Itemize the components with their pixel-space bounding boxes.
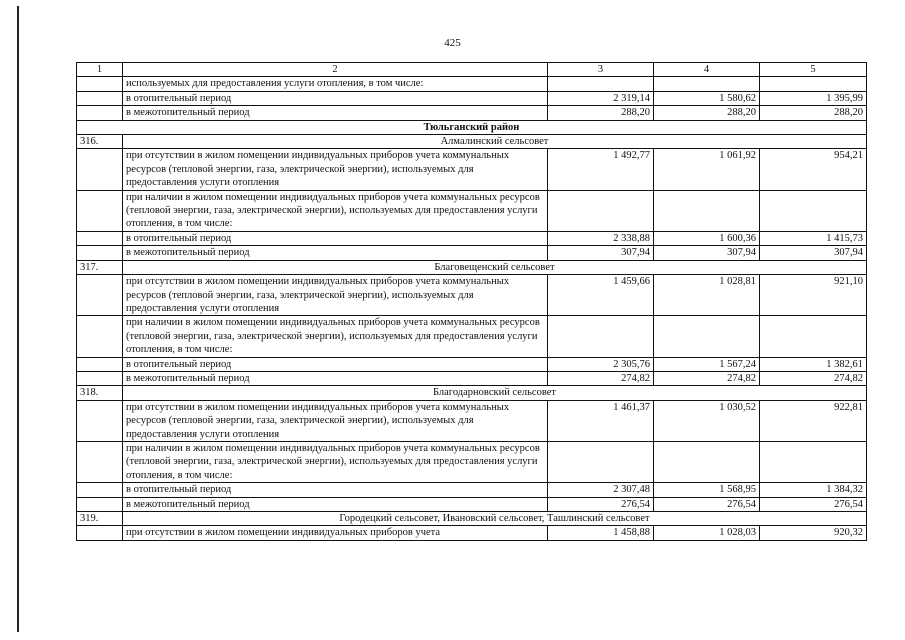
section-title: Городецкий сельсовет, Ивановский сельсовет, Ташлинский сельсовет (123, 512, 867, 526)
value-col4: 288,20 (654, 106, 760, 120)
value-row (77, 149, 867, 190)
row-number-cell (77, 400, 123, 441)
value-col3: 1 458,88 (548, 526, 654, 540)
row-description: используемых для предоставления услуги отопления, в том числе: (123, 77, 548, 91)
value-col5 (760, 190, 867, 231)
value-col3: 307,94 (548, 246, 654, 260)
value-row (77, 371, 867, 385)
text-row (77, 316, 867, 357)
value-col3: 1 459,66 (548, 275, 654, 316)
value-col4: 307,94 (654, 246, 760, 260)
row-number-cell (77, 316, 123, 357)
value-col4: 1 580,62 (654, 91, 760, 105)
value-row (77, 483, 867, 497)
text-row (77, 77, 867, 91)
value-col3: 274,82 (548, 371, 654, 385)
text-row (77, 441, 867, 482)
value-col5 (760, 441, 867, 482)
text-row (77, 190, 867, 231)
section-row (77, 512, 867, 526)
tariff-table (76, 62, 867, 541)
value-col4 (654, 441, 760, 482)
value-col4: 1 567,24 (654, 357, 760, 371)
value-col3: 2 307,48 (548, 483, 654, 497)
row-number-cell (77, 231, 123, 245)
row-description: при наличии в жилом помещении индивидуальных приборов учета коммунальных ресурсов (тепловой энергии, газа, электрической энергии), используемых для предоставления услуги отопления, в том числе: (123, 316, 548, 357)
value-col4: 1 600,36 (654, 231, 760, 245)
value-col5 (760, 316, 867, 357)
value-col4: 274,82 (654, 371, 760, 385)
row-description: при отсутствии в жилом помещении индивидуальных приборов учета коммунальных ресурсов (тепловой энергии, газа, электрической энергии), используемых для предоставления услуги отопления (123, 400, 548, 441)
value-col4: 276,54 (654, 497, 760, 511)
value-row (77, 400, 867, 441)
value-col5: 920,32 (760, 526, 867, 540)
section-number: 316. (77, 135, 123, 149)
value-col3: 276,54 (548, 497, 654, 511)
value-row (77, 275, 867, 316)
value-col5: 1 382,61 (760, 357, 867, 371)
header-cell-3: 3 (548, 63, 654, 77)
value-col3 (548, 77, 654, 91)
row-description: при наличии в жилом помещении индивидуальных приборов учета коммунальных ресурсов (тепловой энергии, газа, электрической энергии), используемых для предоставления услуги отопления, в том числе: (123, 441, 548, 482)
value-col3: 288,20 (548, 106, 654, 120)
header-cell-4: 4 (654, 63, 760, 77)
value-col3: 1 461,37 (548, 400, 654, 441)
value-col4: 1 568,95 (654, 483, 760, 497)
value-col5: 922,81 (760, 400, 867, 441)
section-row (77, 260, 867, 274)
value-col3 (548, 441, 654, 482)
section-row (77, 386, 867, 400)
header-cell-2: 2 (123, 63, 548, 77)
value-row (77, 91, 867, 105)
row-number-cell (77, 371, 123, 385)
tariff-table-body (77, 63, 867, 541)
row-number-cell (77, 246, 123, 260)
value-col4: 1 061,92 (654, 149, 760, 190)
value-col5 (760, 77, 867, 91)
row-description: в отопительный период (123, 231, 548, 245)
row-description: при отсутствии в жилом помещении индивидуальных приборов учета коммунальных ресурсов (тепловой энергии, газа, электрической энергии), используемых для предоставления услуги отопления (123, 149, 548, 190)
page-number: 425 (444, 37, 461, 49)
value-col5: 921,10 (760, 275, 867, 316)
value-row (77, 231, 867, 245)
value-col4 (654, 190, 760, 231)
value-col3: 2 305,76 (548, 357, 654, 371)
header-cell-5: 5 (760, 63, 867, 77)
value-col4: 1 028,03 (654, 526, 760, 540)
row-number-cell (77, 91, 123, 105)
row-number-cell (77, 106, 123, 120)
row-number-cell (77, 77, 123, 91)
row-description: в отопительный период (123, 357, 548, 371)
value-col4 (654, 316, 760, 357)
section-row (77, 135, 867, 149)
value-row (77, 106, 867, 120)
value-col5: 274,82 (760, 371, 867, 385)
header-row (77, 63, 867, 77)
section-number: 318. (77, 386, 123, 400)
header-cell-1: 1 (77, 63, 123, 77)
section-title: Благодарновский сельсовет (123, 386, 867, 400)
row-description: при отсутствии в жилом помещении индивидуальных приборов учета (123, 526, 548, 540)
row-number-cell (77, 190, 123, 231)
row-number-cell (77, 357, 123, 371)
value-row (77, 526, 867, 540)
value-col3: 2 338,88 (548, 231, 654, 245)
value-col5: 288,20 (760, 106, 867, 120)
row-description: в межотопительный период (123, 106, 548, 120)
row-description: в межотопительный период (123, 497, 548, 511)
value-col5: 276,54 (760, 497, 867, 511)
row-number-cell (77, 497, 123, 511)
row-description: в отопительный период (123, 483, 548, 497)
row-description: при наличии в жилом помещении индивидуальных приборов учета коммунальных ресурсов (тепловой энергии, газа, электрической энергии), используемых для предоставления услуги отопления, в том числе: (123, 190, 548, 231)
value-col3 (548, 316, 654, 357)
scan-left-edge (17, 6, 19, 632)
row-description: в межотопительный период (123, 246, 548, 260)
section-number: 319. (77, 512, 123, 526)
section-title: Алмалинский сельсовет (123, 135, 867, 149)
value-col3 (548, 190, 654, 231)
row-description: в отопительный период (123, 91, 548, 105)
value-row (77, 357, 867, 371)
value-col4 (654, 77, 760, 91)
value-col5: 954,21 (760, 149, 867, 190)
value-col4: 1 030,52 (654, 400, 760, 441)
section-number: 317. (77, 260, 123, 274)
value-col5: 1 384,32 (760, 483, 867, 497)
value-col5: 307,94 (760, 246, 867, 260)
value-col5: 1 415,73 (760, 231, 867, 245)
value-col5: 1 395,99 (760, 91, 867, 105)
row-number-cell (77, 483, 123, 497)
district-row (77, 120, 867, 134)
row-number-cell (77, 149, 123, 190)
value-col4: 1 028,81 (654, 275, 760, 316)
value-col3: 1 492,77 (548, 149, 654, 190)
value-row (77, 497, 867, 511)
row-number-cell (77, 275, 123, 316)
row-description: в межотопительный период (123, 371, 548, 385)
section-title: Благовещенский сельсовет (123, 260, 867, 274)
row-number-cell (77, 526, 123, 540)
row-number-cell (77, 441, 123, 482)
row-description: при отсутствии в жилом помещении индивидуальных приборов учета коммунальных ресурсов (тепловой энергии, газа, электрической энергии), используемых для предоставления услуги отопления (123, 275, 548, 316)
district-title: Тюльганский район (77, 120, 867, 134)
value-row (77, 246, 867, 260)
value-col3: 2 319,14 (548, 91, 654, 105)
